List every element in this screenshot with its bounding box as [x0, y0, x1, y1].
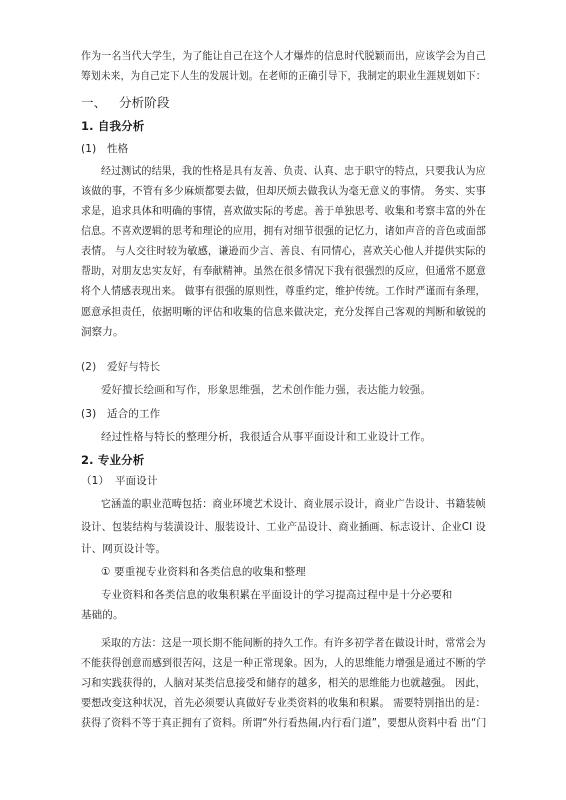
hobby-line: 爱好擅长绘画和写作，形象思维强，艺术创作能力强，表达能力较强。: [101, 384, 432, 396]
point-one-line-2: 基础的。: [81, 609, 124, 621]
personality-line-7: 将个人情感表现出来。 做事有很强的原则性，尊重约定，维护传统。工作时严谨而有条理，: [81, 285, 486, 297]
personality-line-4: 信息。不喜欢逻辑的思考和理论的应用，拥有对细节很强的记忆力，诸如声音的音色或面部: [81, 225, 486, 237]
scope-line-3: 计、网页设计等。: [81, 543, 167, 555]
personality-subheading: [81, 142, 128, 156]
scope-line-2: 设计、包装结构与装潢设计、服装设计、工业产品设计、商业插画、标志设计、企业CI 设: [81, 521, 486, 533]
section-title: 分析阶段: [119, 95, 170, 110]
method-line-5: 获得了资料不等于真正拥有了资料。所谓“外行看热闹,内行看门道”，要想从资料中看 出“门: [81, 717, 487, 729]
personality-line-6: 帮助，对朋友忠实友好，有奉献精神。虽然在很多情况下我有很强烈的反应，但通常不愿意: [81, 265, 486, 277]
hobby-label: 爱好与特长: [107, 361, 161, 373]
point-one-heading: ① 要重视专业资料和各类信息的收集和整理: [101, 566, 306, 578]
graphic-design-number: （1）: [81, 475, 110, 487]
scope-line-1: 它涵盖的职业范畴包括：商业环境艺术设计、商业展示设计，商业广告设计、书籍装帧: [101, 498, 486, 510]
personality-line-9: 洞察力。: [81, 326, 124, 338]
self-analysis-heading: 1. 自我分析: [81, 119, 145, 133]
personality-line-5: 表情。 与人交往时较为敏感，谦逊而少言、善良、有同情心，喜欢关心他人并提供实际的: [81, 245, 486, 257]
personality-number: (1): [81, 143, 97, 155]
personality-line-1: 经过测试的结果，我的性格是具有友善、负责、认真、忠于职守的特点，只要我认为应: [101, 165, 486, 177]
work-subheading: [81, 407, 160, 421]
work-number: (3): [81, 408, 97, 420]
method-line-1: 采取的方法：这是一项长期不能间断的持久工作。有许多初学者在做设计时，常常会为: [101, 637, 486, 649]
method-line-4: 要想改变这种状况，首先必须要认真做好专业类资料的收集和积累。 需要特别指出的是：: [81, 697, 486, 709]
method-line-3: 习和实践获得的，人脑对某类信息接受和储存的越多，相关的思维能力也就越强。 因此，: [81, 677, 486, 689]
intro-line-2: 筹划未来，为自己定下人生的发展计划。在老师的正确引导下，我制定的职业生涯规划如下：: [81, 70, 486, 82]
work-label: 适合的工作: [107, 408, 161, 420]
intro-line-1: 作为一名当代大学生，为了能让自己在这个人才爆炸的信息时代脱颖而出，应该学会为自己: [81, 50, 486, 62]
personality-line-3: 求是，追求具体和明确的事情，喜欢做实际的考虑。善于单独思考、收集和考察丰富的外在: [81, 205, 486, 217]
major-analysis-heading: 2. 专业分析: [81, 453, 145, 467]
personality-line-2: 该做的事，不管有多少麻烦都要去做，但却厌烦去做我认为毫无意义的事情。 务实、实事: [81, 185, 486, 197]
work-line: 经过性格与特长的整理分析，我很适合从事平面设计和工业设计工作。: [101, 431, 432, 443]
section-number: 一、: [81, 95, 107, 110]
point-one-line-1: 专业资料和各类信息的收集积累在平面设计的学习提高过程中是十分必要和: [101, 589, 453, 601]
graphic-design-label: 平面设计: [115, 475, 158, 487]
method-line-2: 不能获得创意而感到很苦闷，这是一种正常现象。因为，人的思维能力增强是通过不断的学: [81, 657, 486, 669]
personality-label: 性格: [107, 143, 129, 155]
graphic-design-subheading: [81, 474, 158, 488]
personality-line-8: 愿意承担责任，依据明晰的评估和收集的信息来做决定，充分发挥自己客观的判断和敏锐的: [81, 306, 486, 318]
section-heading: [81, 96, 170, 110]
hobby-number: (2): [81, 361, 97, 373]
hobby-subheading: [81, 360, 160, 374]
